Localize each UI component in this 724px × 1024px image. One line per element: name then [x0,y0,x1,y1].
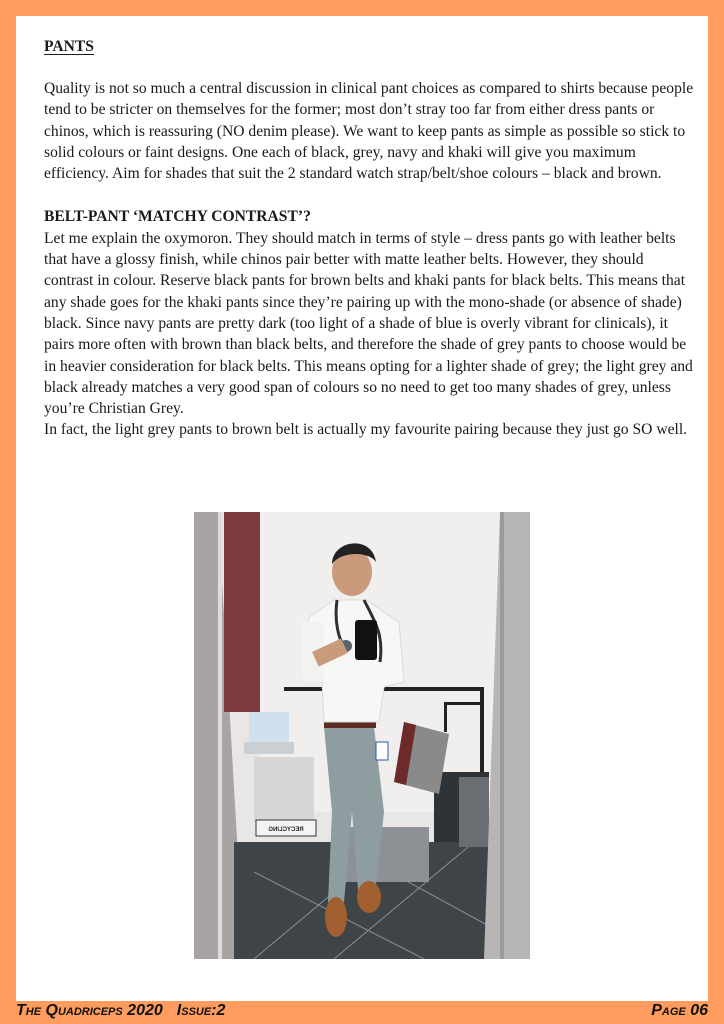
intro-paragraph: Quality is not so much a central discussion in clinical pant choices as compared to shirts because people tend to be stricter on themselves for the former; most don’t stray too far from either dress pants or chinos, which is reassuring (NO denim please). We want to keep pants as simple as possible so stick to solid colours or faint designs. One each of black, grey, navy and khaki will give you maximum efficiency. Aim for shades that suit the 2 standard watch strap/belt/shoe colours – black and brown. [44,80,694,183]
body-paragraph: Let me explain the oxymoron. They should match in terms of style – dress pants go with leather belts that have a glossy finish, while chinos pair better with matte leather belts. However, they should contrast in colour. Reserve black pants for brown belts and khaki pants for black belts. This means that any shade goes for the khaki pants since they’re pairing up with the mono-shade (or absence of shade) black. Since navy pants are pretty dark (too light of a shade of blue is overly vibrant for clinicals), it pairs more often with brown than black belts, and therefore the shade of grey pants to choose would be in heavier consideration for black belts. This means opting for a lighter shade of grey; the light grey and black already matches a very good span of colours so no need to get too many shades of grey, unless you’re Christian Grey. [44,229,693,418]
recycling-sign-text: RECYCLING [268,827,304,833]
footer-publication-block [16,1002,225,1020]
publication-name: The Quadriceps 2020 [16,1002,163,1019]
page-panel [16,16,708,1001]
page-number: Page 06 [651,1002,708,1019]
outfit-photo [194,512,530,959]
cabinet [224,512,260,712]
shoe-right [357,881,381,913]
shoe-left [325,897,347,937]
subheading: BELT-PANT ‘MATCHY CONTRAST’? [44,208,311,226]
article-content [44,36,694,441]
bag [254,757,314,822]
closing-paragraph: In fact, the light grey pants to brown belt is actually my favourite pairing because they just go SO well. [44,421,688,439]
section-title: PANTS [44,38,94,55]
phone [355,620,377,660]
page-footer [0,1002,724,1024]
issue-number: Issue:2 [176,1002,226,1019]
